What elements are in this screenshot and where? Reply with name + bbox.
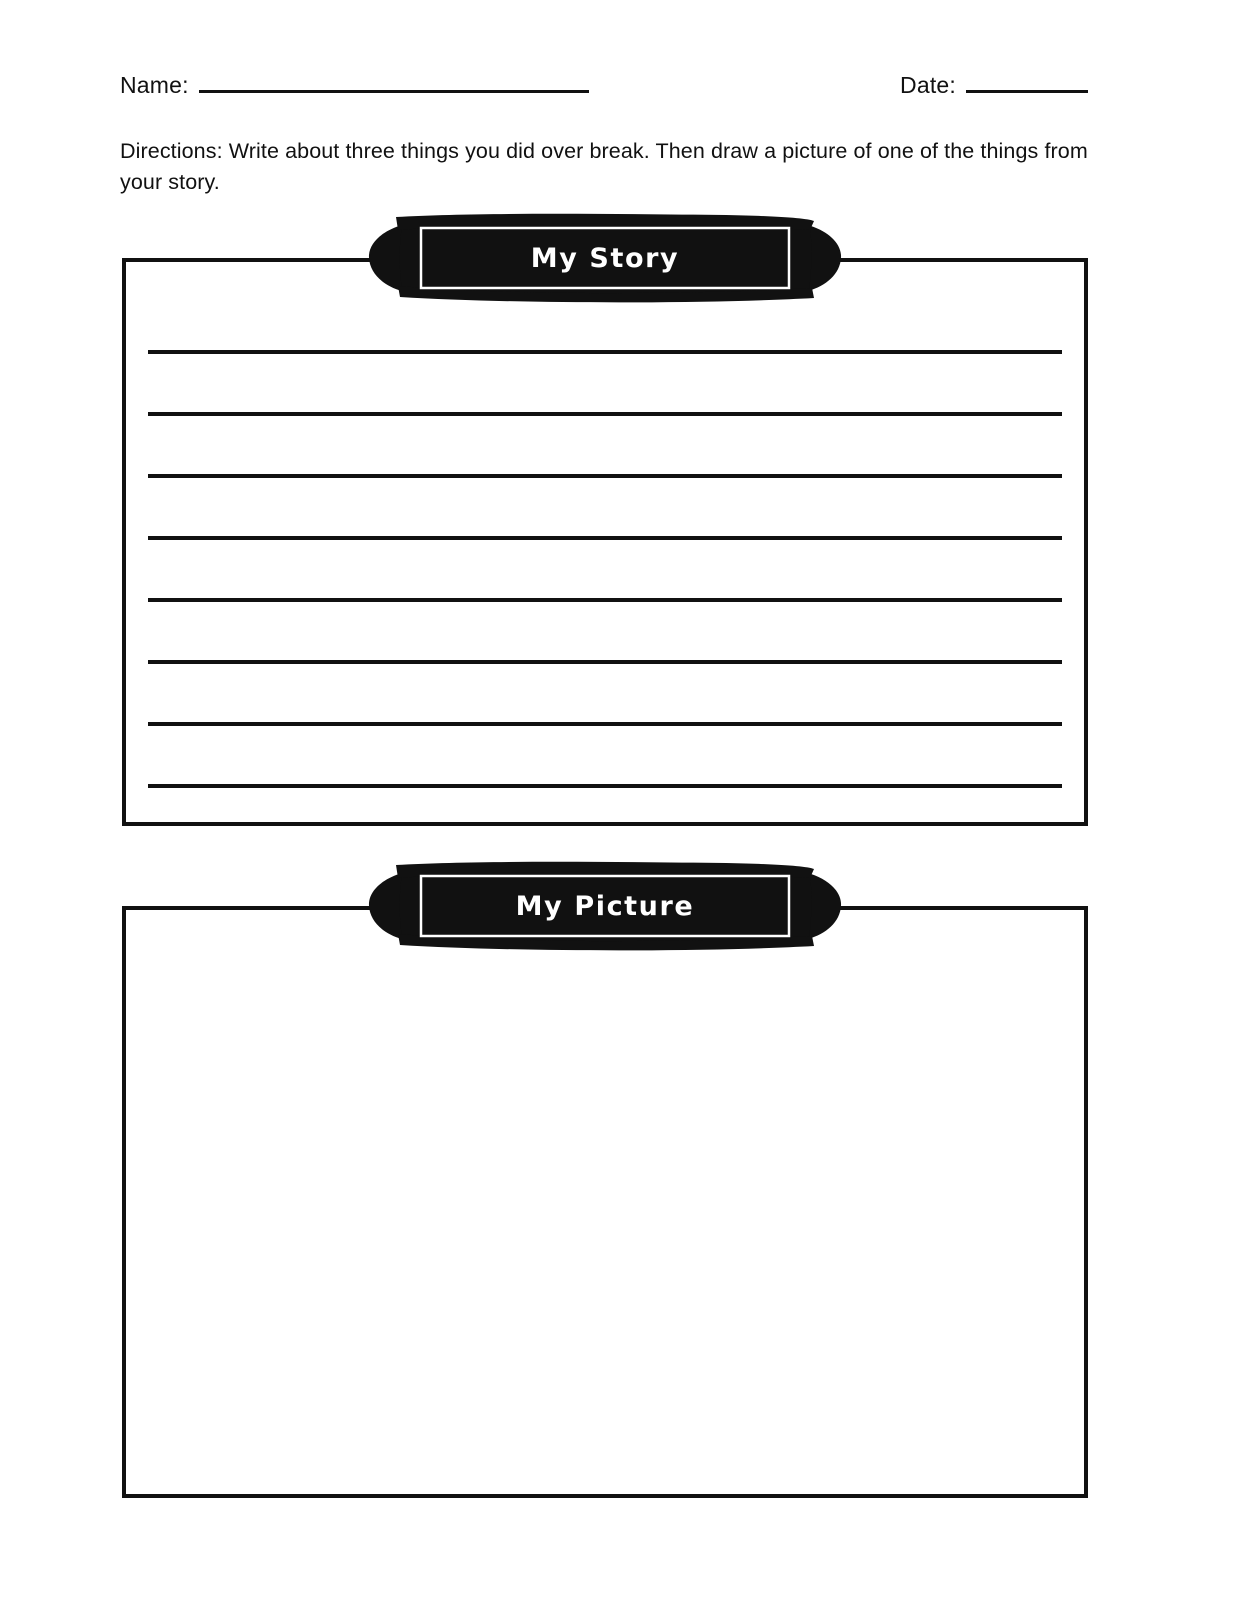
my-picture-box[interactable] (122, 906, 1088, 1498)
writing-line[interactable] (148, 350, 1062, 354)
writing-line[interactable] (148, 536, 1062, 540)
name-input-line[interactable] (199, 90, 589, 93)
writing-line[interactable] (148, 412, 1062, 416)
my-story-section (122, 242, 1088, 826)
writing-line[interactable] (148, 660, 1062, 664)
name-label: Name: (120, 72, 189, 98)
name-field[interactable] (120, 72, 589, 98)
writing-lines (148, 350, 1062, 788)
writing-line[interactable] (148, 722, 1062, 726)
date-field[interactable] (900, 72, 1088, 98)
date-label: Date: (900, 72, 956, 98)
directions-text: Directions: Write about three things you did over break. Then draw a picture of one of the things from your story. (120, 139, 1088, 194)
my-picture-banner (366, 860, 844, 952)
my-story-banner (366, 212, 844, 304)
writing-line[interactable] (148, 784, 1062, 788)
header-row (120, 72, 1088, 98)
my-story-banner-title: My Story (530, 242, 680, 274)
writing-line[interactable] (148, 598, 1062, 602)
my-picture-section (122, 890, 1088, 1498)
date-input-line[interactable] (966, 90, 1088, 93)
my-picture-banner-title: My Picture (515, 890, 695, 922)
writing-line[interactable] (148, 474, 1062, 478)
